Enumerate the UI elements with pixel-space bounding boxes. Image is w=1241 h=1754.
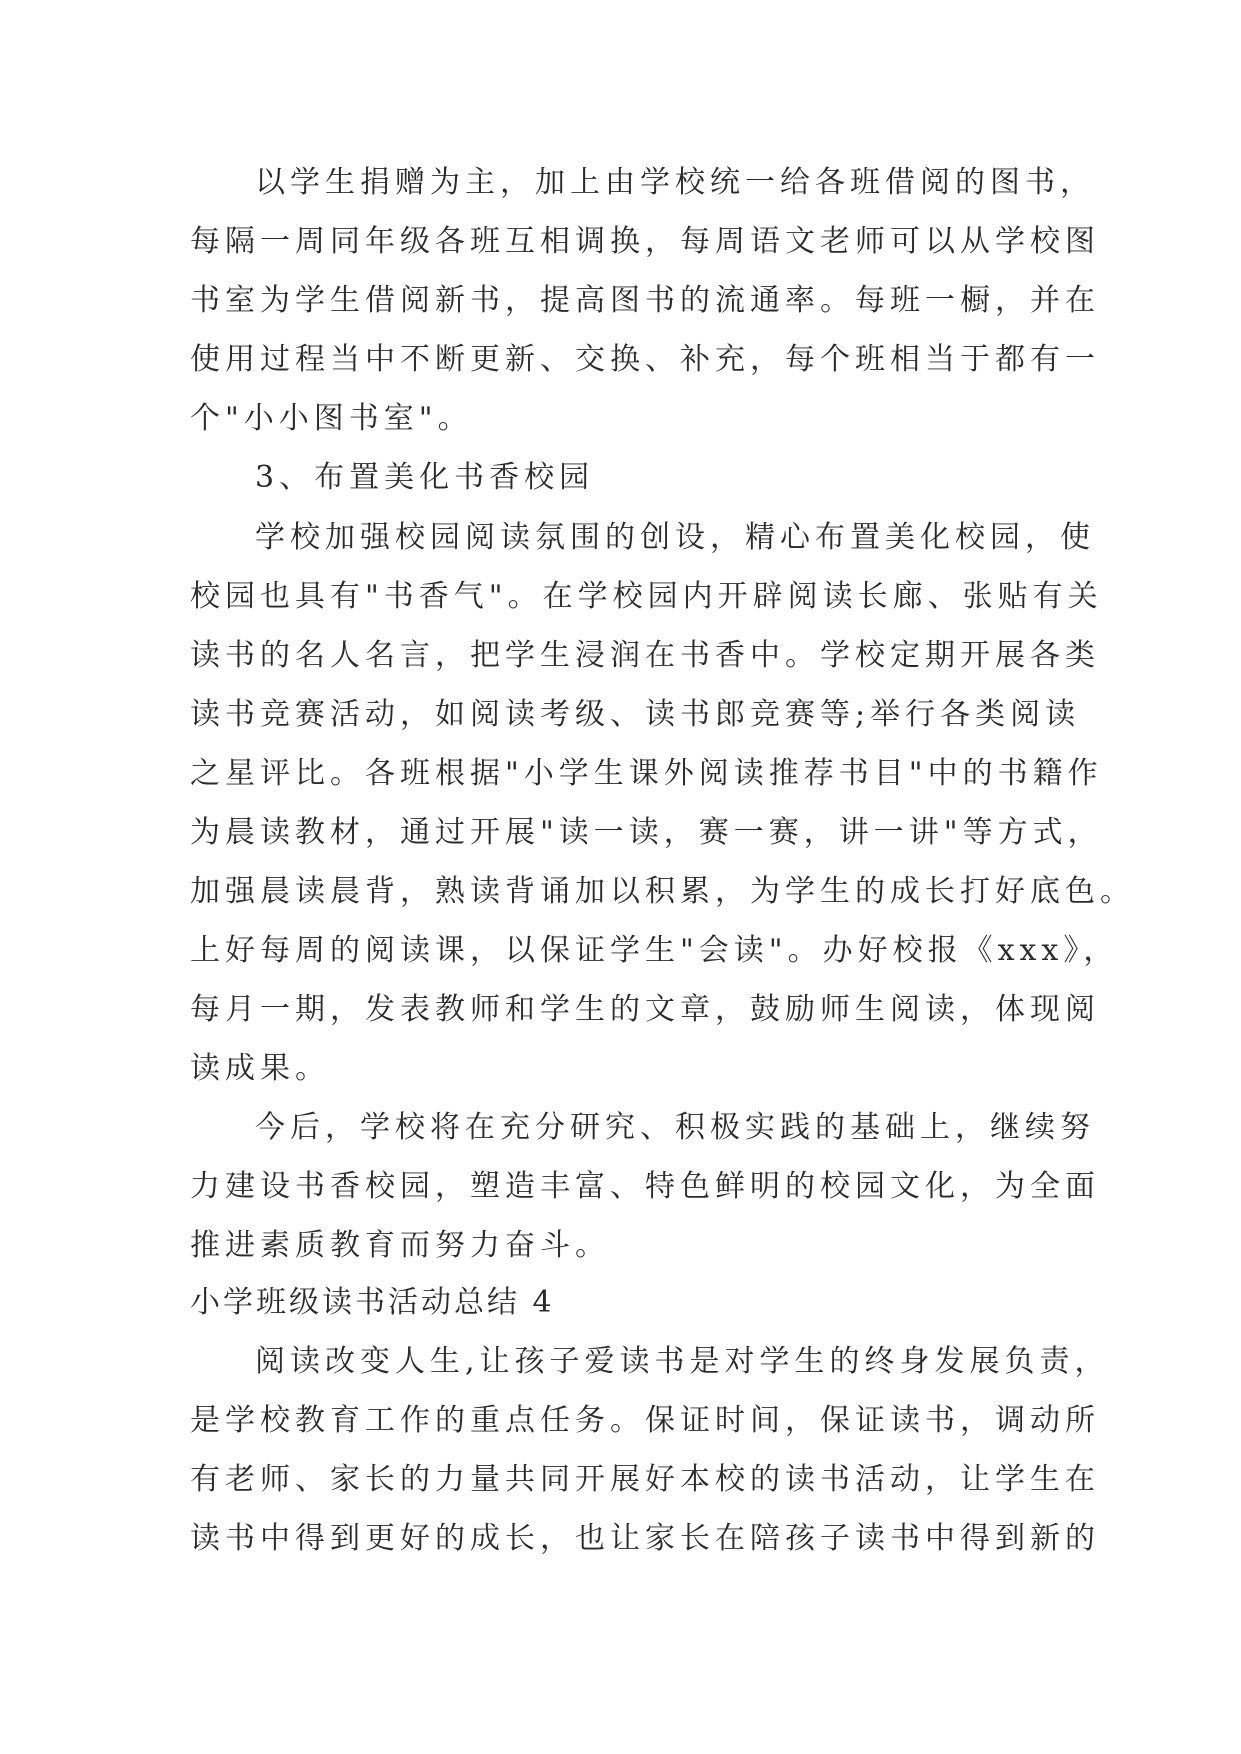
text-line: 为晨读教材，通过开展"读一读，赛一赛，讲一讲"等方式， xyxy=(190,815,1103,850)
text-line: 上好每周的阅读课，以保证学生"会读"。办好校报《xxx》， xyxy=(190,933,1119,968)
text-line: 书室为学生借阅新书，提高图书的流通率。每班一橱，并在 xyxy=(190,283,1100,318)
text-line: 是学校教育工作的重点任务。保证时间，保证读书，调动所 xyxy=(190,1403,1100,1438)
text-line: 今后，学校将在充分研究、积极实践的基础上，继续努 xyxy=(255,1110,1095,1145)
text-line: 有老师、家长的力量共同开展好本校的读书活动，让学生在 xyxy=(190,1462,1100,1497)
text-line: 推进素质教育而努力奋斗。 xyxy=(190,1228,610,1263)
text-line: 每隔一周同年级各班互相调换，每周语文老师可以从学校图 xyxy=(190,224,1100,259)
text-line: 加强晨读晨背，熟读背诵加以积累，为学生的成长打好底色。 xyxy=(190,874,1135,909)
text-line: 读成果。 xyxy=(190,1051,330,1086)
section-title: 小学班级读书活动总结 4 xyxy=(190,1285,555,1320)
text-line: 以学生捐赠为主，加上由学校统一给各班借阅的图书， xyxy=(255,165,1095,200)
text-line: 之星评比。各班根据"小学生课外阅读推荐书目"中的书籍作 xyxy=(190,756,1103,791)
text-line: 学校加强校园阅读氛围的创设，精心布置美化校园，使 xyxy=(255,520,1095,555)
text-line: 校园也具有"书香气"。在学校园内开辟阅读长廊、张贴有关 xyxy=(190,579,1103,614)
text-line: 使用过程当中不断更新、交换、补充，每个班相当于都有一 xyxy=(190,342,1100,377)
text-line: 每月一期，发表教师和学生的文章，鼓励师生阅读，体现阅 xyxy=(190,992,1100,1027)
text-line: 力建设书香校园，塑造丰富、特色鲜明的校园文化，为全面 xyxy=(190,1169,1100,1204)
section-heading: 3、布置美化书香校园 xyxy=(255,460,595,495)
text-line: 读书竞赛活动，如阅读考级、读书郎竞赛等;举行各类阅读 xyxy=(190,697,1081,732)
text-line: 读书的名人名言，把学生浸润在书香中。学校定期开展各类 xyxy=(190,638,1100,673)
text-line: 个"小小图书室"。 xyxy=(190,401,473,436)
text-line: 读书中得到更好的成长，也让家长在陪孩子读书中得到新的 xyxy=(190,1521,1100,1556)
text-line: 阅读改变人生,让孩子爱读书是对学生的终身发展负责， xyxy=(255,1344,1110,1379)
